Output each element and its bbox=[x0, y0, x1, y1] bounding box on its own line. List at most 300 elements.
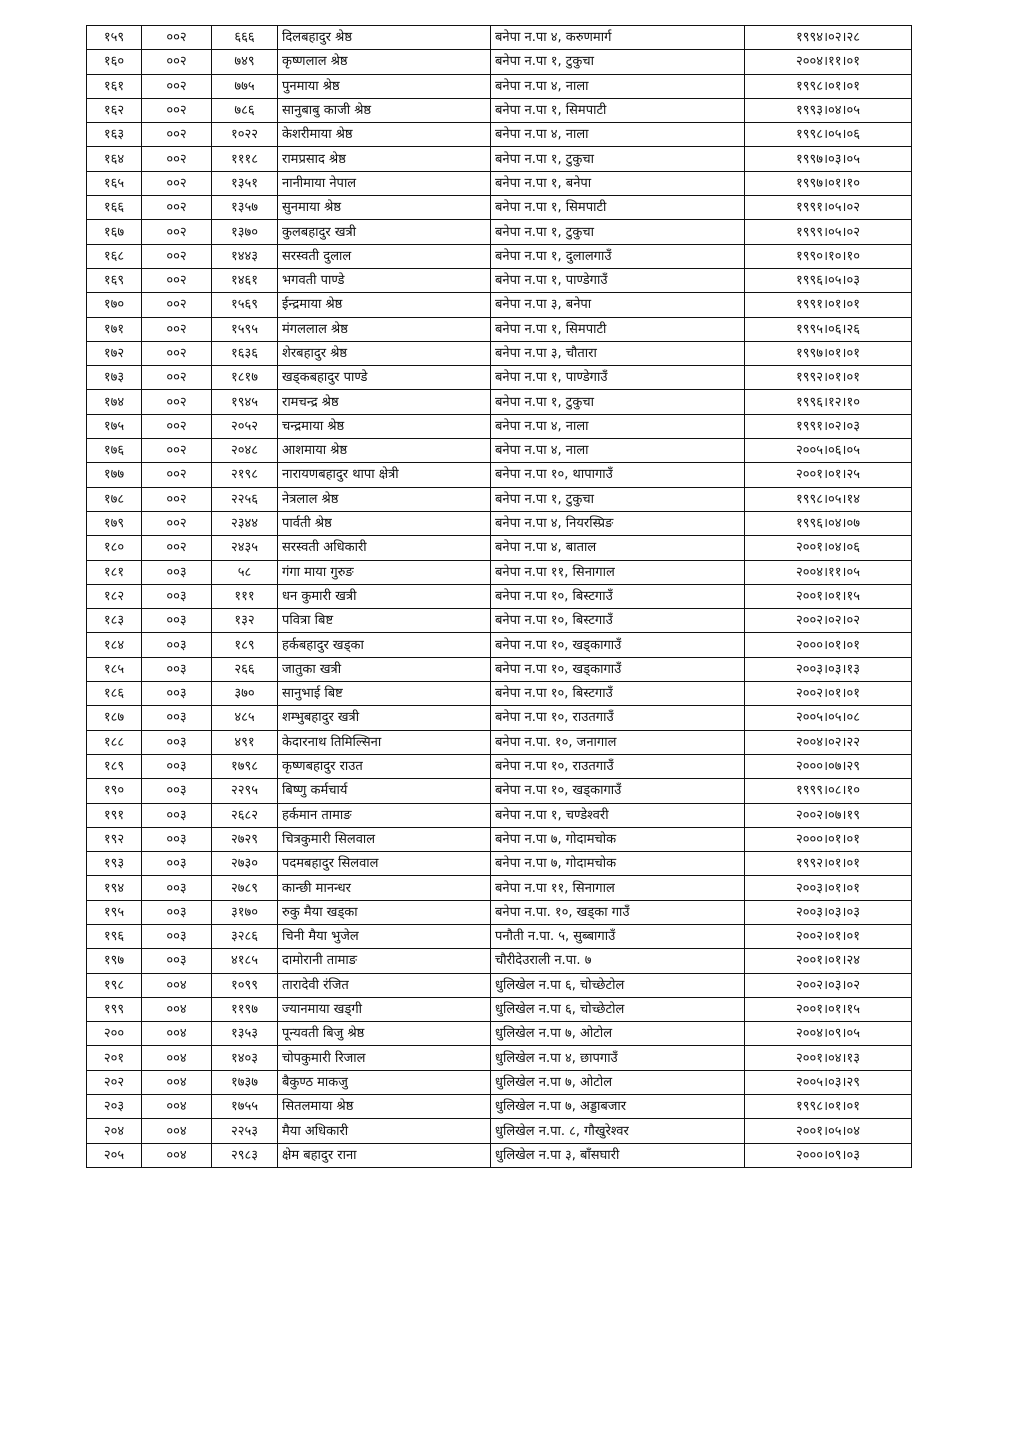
table-row bbox=[87, 98, 912, 122]
serial-cell: १८१ bbox=[87, 560, 142, 584]
serial-cell: २०४ bbox=[87, 1119, 142, 1143]
roster-body bbox=[87, 26, 912, 1168]
name-cell: सरस्वती दुलाल bbox=[278, 244, 491, 268]
code-cell: ००३ bbox=[142, 827, 212, 851]
address-cell: बनेपा न.पा १०, खड्कागाउँ bbox=[491, 779, 745, 803]
table-row bbox=[87, 390, 912, 414]
name-cell: गंगा माया गुरुङ bbox=[278, 560, 491, 584]
name-cell: रुकु मैया खड्का bbox=[278, 900, 491, 924]
name-cell: कृष्णबहादुर राउत bbox=[278, 754, 491, 778]
table-row bbox=[87, 949, 912, 973]
name-cell: खड्कबहादुर पाण्डे bbox=[278, 366, 491, 390]
name-cell: आशमाया श्रेष्ठ bbox=[278, 439, 491, 463]
serial-cell: १९७ bbox=[87, 949, 142, 973]
serial-cell: १८२ bbox=[87, 584, 142, 608]
number-cell: १११८ bbox=[212, 147, 278, 171]
code-cell: ००३ bbox=[142, 633, 212, 657]
date-cell: १९९६।१२।१० bbox=[745, 390, 912, 414]
number-cell: १४०३ bbox=[212, 1046, 278, 1070]
serial-cell: १६० bbox=[87, 50, 142, 74]
number-cell: ७८६ bbox=[212, 98, 278, 122]
name-cell: पुनमाया श्रेष्ठ bbox=[278, 74, 491, 98]
name-cell: केशरीमाया श्रेष्ठ bbox=[278, 123, 491, 147]
serial-cell: २०२ bbox=[87, 1070, 142, 1094]
serial-cell: १९६ bbox=[87, 924, 142, 948]
table-row bbox=[87, 730, 912, 754]
number-cell: १०२२ bbox=[212, 123, 278, 147]
code-cell: ००२ bbox=[142, 244, 212, 268]
code-cell: ००२ bbox=[142, 220, 212, 244]
date-cell: २००४।११।०५ bbox=[745, 560, 912, 584]
serial-cell: १९० bbox=[87, 779, 142, 803]
address-cell: बनेपा न.पा १०, खड्कागाउँ bbox=[491, 657, 745, 681]
address-cell: बनेपा न.पा ११, सिनागाल bbox=[491, 876, 745, 900]
address-cell: बनेपा न.पा ११, सिनागाल bbox=[491, 560, 745, 584]
name-cell: पार्वती श्रेष्ठ bbox=[278, 511, 491, 535]
name-cell: ईन्द्रमाया श्रेष्ठ bbox=[278, 293, 491, 317]
address-cell: बनेपा न.पा ३, बनेपा bbox=[491, 293, 745, 317]
address-cell: चौरीदेउराली न.पा. ७ bbox=[491, 949, 745, 973]
number-cell: २३४४ bbox=[212, 511, 278, 535]
serial-cell: १७९ bbox=[87, 511, 142, 535]
table-row bbox=[87, 900, 912, 924]
code-cell: ००२ bbox=[142, 293, 212, 317]
name-cell: हर्कमान तामाङ bbox=[278, 803, 491, 827]
name-cell: चन्द्रमाया श्रेष्ठ bbox=[278, 414, 491, 438]
name-cell: पून्यवती बिजु श्रेष्ठ bbox=[278, 1022, 491, 1046]
code-cell: ००४ bbox=[142, 1046, 212, 1070]
serial-cell: १७५ bbox=[87, 414, 142, 438]
serial-cell: १८६ bbox=[87, 682, 142, 706]
serial-cell: २०० bbox=[87, 1022, 142, 1046]
name-cell: कान्छी मानन्धर bbox=[278, 876, 491, 900]
name-cell: सितलमाया श्रेष्ठ bbox=[278, 1095, 491, 1119]
table-row bbox=[87, 536, 912, 560]
date-cell: १९९८।०५।१४ bbox=[745, 487, 912, 511]
number-cell: ७७५ bbox=[212, 74, 278, 98]
table-row bbox=[87, 924, 912, 948]
serial-cell: १६४ bbox=[87, 147, 142, 171]
serial-cell: १७२ bbox=[87, 341, 142, 365]
code-cell: ००२ bbox=[142, 268, 212, 292]
date-cell: १९९२।०१।०१ bbox=[745, 852, 912, 876]
date-cell: २००१।०१।१५ bbox=[745, 997, 912, 1021]
name-cell: कुलबहादुर खत्री bbox=[278, 220, 491, 244]
name-cell: रामप्रसाद श्रेष्ठ bbox=[278, 147, 491, 171]
number-cell: ३२८६ bbox=[212, 924, 278, 948]
table-row bbox=[87, 487, 912, 511]
code-cell: ००२ bbox=[142, 196, 212, 220]
name-cell: भगवती पाण्डे bbox=[278, 268, 491, 292]
number-cell: १६३६ bbox=[212, 341, 278, 365]
code-cell: ००२ bbox=[142, 366, 212, 390]
code-cell: ००३ bbox=[142, 706, 212, 730]
serial-cell: १७८ bbox=[87, 487, 142, 511]
name-cell: नेत्रलाल श्रेष्ठ bbox=[278, 487, 491, 511]
serial-cell: १९४ bbox=[87, 876, 142, 900]
number-cell: १३५७ bbox=[212, 196, 278, 220]
number-cell: २१९८ bbox=[212, 463, 278, 487]
table-row bbox=[87, 244, 912, 268]
serial-cell: १९२ bbox=[87, 827, 142, 851]
number-cell: २६८२ bbox=[212, 803, 278, 827]
name-cell: चित्रकुमारी सिलवाल bbox=[278, 827, 491, 851]
number-cell: १७५५ bbox=[212, 1095, 278, 1119]
address-cell: बनेपा न.पा १, चण्डेश्वरी bbox=[491, 803, 745, 827]
date-cell: २००१।०५।०४ bbox=[745, 1119, 912, 1143]
address-cell: बनेपा न.पा. १०, जनागाल bbox=[491, 730, 745, 754]
date-cell: २००१।०४।१३ bbox=[745, 1046, 912, 1070]
number-cell: ५८ bbox=[212, 560, 278, 584]
table-row bbox=[87, 341, 912, 365]
table-row bbox=[87, 827, 912, 851]
serial-cell: १८५ bbox=[87, 657, 142, 681]
serial-cell: १९९ bbox=[87, 997, 142, 1021]
table-row bbox=[87, 74, 912, 98]
date-cell: २००५।०६।०५ bbox=[745, 439, 912, 463]
serial-cell: १८४ bbox=[87, 633, 142, 657]
date-cell: १९९३।०४।०५ bbox=[745, 98, 912, 122]
address-cell: बनेपा न.पा ४, नाला bbox=[491, 439, 745, 463]
address-cell: बनेपा न.पा ३, चौतारा bbox=[491, 341, 745, 365]
address-cell: बनेपा न.पा १, बनेपा bbox=[491, 171, 745, 195]
serial-cell: १७० bbox=[87, 293, 142, 317]
code-cell: ००३ bbox=[142, 876, 212, 900]
code-cell: ००२ bbox=[142, 147, 212, 171]
code-cell: ००२ bbox=[142, 98, 212, 122]
roster-table bbox=[86, 25, 912, 1168]
number-cell: १८१७ bbox=[212, 366, 278, 390]
number-cell: १४४३ bbox=[212, 244, 278, 268]
table-row bbox=[87, 1143, 912, 1167]
table-row bbox=[87, 26, 912, 50]
name-cell: पदमबहादुर सिलवाल bbox=[278, 852, 491, 876]
table-row bbox=[87, 1095, 912, 1119]
code-cell: ००४ bbox=[142, 973, 212, 997]
address-cell: धुलिखेल न.पा ४, छापगाउँ bbox=[491, 1046, 745, 1070]
number-cell: ४१८५ bbox=[212, 949, 278, 973]
serial-cell: १९५ bbox=[87, 900, 142, 924]
number-cell: १११ bbox=[212, 584, 278, 608]
serial-cell: १८३ bbox=[87, 609, 142, 633]
code-cell: ००३ bbox=[142, 949, 212, 973]
date-cell: १९९१।०१।०१ bbox=[745, 293, 912, 317]
date-cell: २००४।०९।०५ bbox=[745, 1022, 912, 1046]
name-cell: ज्यानमाया खड्गी bbox=[278, 997, 491, 1021]
code-cell: ००३ bbox=[142, 584, 212, 608]
number-cell: २२९५ bbox=[212, 779, 278, 803]
name-cell: सुनमाया श्रेष्ठ bbox=[278, 196, 491, 220]
code-cell: ००३ bbox=[142, 657, 212, 681]
number-cell: ११९७ bbox=[212, 997, 278, 1021]
serial-cell: १९३ bbox=[87, 852, 142, 876]
serial-cell: १९१ bbox=[87, 803, 142, 827]
serial-cell: २०५ bbox=[87, 1143, 142, 1167]
code-cell: ००३ bbox=[142, 852, 212, 876]
date-cell: २०००।०१।०१ bbox=[745, 827, 912, 851]
serial-cell: १६५ bbox=[87, 171, 142, 195]
number-cell: १३२ bbox=[212, 609, 278, 633]
code-cell: ००४ bbox=[142, 1095, 212, 1119]
table-row bbox=[87, 1070, 912, 1094]
code-cell: ००२ bbox=[142, 171, 212, 195]
table-row bbox=[87, 196, 912, 220]
number-cell: १३५१ bbox=[212, 171, 278, 195]
serial-cell: १५९ bbox=[87, 26, 142, 50]
number-cell: ४९१ bbox=[212, 730, 278, 754]
name-cell: बैकुण्ठ माकजु bbox=[278, 1070, 491, 1094]
date-cell: १९९४।०२।२८ bbox=[745, 26, 912, 50]
address-cell: बनेपा न.पा १, सिमपाटी bbox=[491, 317, 745, 341]
address-cell: बनेपा न.पा १, दुलालगाउँ bbox=[491, 244, 745, 268]
serial-cell: १६१ bbox=[87, 74, 142, 98]
address-cell: बनेपा न.पा १, टुकुचा bbox=[491, 390, 745, 414]
code-cell: ००४ bbox=[142, 997, 212, 1021]
serial-cell: १६६ bbox=[87, 196, 142, 220]
number-cell: १७३७ bbox=[212, 1070, 278, 1094]
date-cell: १९९०।१०।१० bbox=[745, 244, 912, 268]
table-row bbox=[87, 997, 912, 1021]
serial-cell: १७६ bbox=[87, 439, 142, 463]
date-cell: २००१।०१।२५ bbox=[745, 463, 912, 487]
date-cell: १९९६।०४।०७ bbox=[745, 511, 912, 535]
code-cell: ००२ bbox=[142, 487, 212, 511]
name-cell: रामचन्द्र श्रेष्ठ bbox=[278, 390, 491, 414]
date-cell: १९९७।०१।०१ bbox=[745, 341, 912, 365]
address-cell: बनेपा न.पा १, टुकुचा bbox=[491, 487, 745, 511]
date-cell: २००१।०४।०६ bbox=[745, 536, 912, 560]
date-cell: २००२।०७।१९ bbox=[745, 803, 912, 827]
address-cell: बनेपा न.पा १, पाण्डेगाउँ bbox=[491, 268, 745, 292]
code-cell: ००२ bbox=[142, 74, 212, 98]
table-row bbox=[87, 682, 912, 706]
date-cell: १९९२।०१।०१ bbox=[745, 366, 912, 390]
table-row bbox=[87, 584, 912, 608]
address-cell: धुलिखेल न.पा. ८, गौखुरेश्वर bbox=[491, 1119, 745, 1143]
date-cell: २००३।०३।१३ bbox=[745, 657, 912, 681]
code-cell: ००२ bbox=[142, 439, 212, 463]
name-cell: दिलबहादुर श्रेष्ठ bbox=[278, 26, 491, 50]
serial-cell: १६७ bbox=[87, 220, 142, 244]
name-cell: कृष्णलाल श्रेष्ठ bbox=[278, 50, 491, 74]
address-cell: बनेपा न.पा ७, गोदामचोक bbox=[491, 827, 745, 851]
table-row bbox=[87, 220, 912, 244]
name-cell: नानीमाया नेपाल bbox=[278, 171, 491, 195]
number-cell: ४८५ bbox=[212, 706, 278, 730]
number-cell: २७२९ bbox=[212, 827, 278, 851]
number-cell: ३१७० bbox=[212, 900, 278, 924]
number-cell: २०५२ bbox=[212, 414, 278, 438]
table-row bbox=[87, 876, 912, 900]
number-cell: ६६६ bbox=[212, 26, 278, 50]
address-cell: बनेपा न.पा १, सिमपाटी bbox=[491, 98, 745, 122]
table-row bbox=[87, 171, 912, 195]
serial-cell: १८० bbox=[87, 536, 142, 560]
table-row bbox=[87, 414, 912, 438]
date-cell: २००२।०१।०१ bbox=[745, 682, 912, 706]
name-cell: धन कुमारी खत्री bbox=[278, 584, 491, 608]
number-cell: २७३० bbox=[212, 852, 278, 876]
table-row bbox=[87, 1046, 912, 1070]
address-cell: बनेपा न.पा ४, नाला bbox=[491, 123, 745, 147]
address-cell: धुलिखेल न.पा ६, चोच्छेटोल bbox=[491, 997, 745, 1021]
table-row bbox=[87, 609, 912, 633]
date-cell: २००१।०१।२४ bbox=[745, 949, 912, 973]
address-cell: बनेपा न.पा १, टुकुचा bbox=[491, 147, 745, 171]
code-cell: ००४ bbox=[142, 1119, 212, 1143]
address-cell: धुलिखेल न.पा ७, ओटोल bbox=[491, 1022, 745, 1046]
name-cell: चोपकुमारी रिजाल bbox=[278, 1046, 491, 1070]
address-cell: बनेपा न.पा ४, करुणमार्ग bbox=[491, 26, 745, 50]
name-cell: चिनी मैया भुजेल bbox=[278, 924, 491, 948]
document-page bbox=[86, 25, 911, 1168]
name-cell: तारादेवी रंजित bbox=[278, 973, 491, 997]
code-cell: ००२ bbox=[142, 123, 212, 147]
address-cell: बनेपा न.पा ४, नाला bbox=[491, 74, 745, 98]
name-cell: क्षेम बहादुर राना bbox=[278, 1143, 491, 1167]
serial-cell: १६३ bbox=[87, 123, 142, 147]
address-cell: बनेपा न.पा १०, राउतगाउँ bbox=[491, 754, 745, 778]
serial-cell: १७१ bbox=[87, 317, 142, 341]
address-cell: बनेपा न.पा ७, गोदामचोक bbox=[491, 852, 745, 876]
name-cell: हर्कबहादुर खड्का bbox=[278, 633, 491, 657]
date-cell: २००२।०१।०१ bbox=[745, 924, 912, 948]
number-cell: ७४९ bbox=[212, 50, 278, 74]
name-cell: सानुभाई बिष्ट bbox=[278, 682, 491, 706]
date-cell: २००३।०३।०३ bbox=[745, 900, 912, 924]
date-cell: २००४।११।०१ bbox=[745, 50, 912, 74]
number-cell: २९८३ bbox=[212, 1143, 278, 1167]
code-cell: ००४ bbox=[142, 1143, 212, 1167]
date-cell: १९९५।०६।२६ bbox=[745, 317, 912, 341]
code-cell: ००३ bbox=[142, 924, 212, 948]
code-cell: ००३ bbox=[142, 609, 212, 633]
serial-cell: १८७ bbox=[87, 706, 142, 730]
code-cell: ००२ bbox=[142, 26, 212, 50]
number-cell: १३७० bbox=[212, 220, 278, 244]
number-cell: ३७० bbox=[212, 682, 278, 706]
date-cell: २००३।०१।०१ bbox=[745, 876, 912, 900]
serial-cell: १७४ bbox=[87, 390, 142, 414]
code-cell: ००२ bbox=[142, 536, 212, 560]
date-cell: १९९९।०५।०२ bbox=[745, 220, 912, 244]
address-cell: बनेपा न.पा ४, नाला bbox=[491, 414, 745, 438]
table-row bbox=[87, 754, 912, 778]
address-cell: बनेपा न.पा १०, बिस्टगाउँ bbox=[491, 584, 745, 608]
address-cell: बनेपा न.पा ४, बाताल bbox=[491, 536, 745, 560]
number-cell: १३५३ bbox=[212, 1022, 278, 1046]
date-cell: १९९७।०३।०५ bbox=[745, 147, 912, 171]
name-cell: जातुका खत्री bbox=[278, 657, 491, 681]
date-cell: १९९१।०२।०३ bbox=[745, 414, 912, 438]
serial-cell: २०३ bbox=[87, 1095, 142, 1119]
code-cell: ००३ bbox=[142, 754, 212, 778]
number-cell: १०९९ bbox=[212, 973, 278, 997]
address-cell: बनेपा न.पा ४, नियरस्प्रिङ bbox=[491, 511, 745, 535]
address-cell: बनेपा न.पा १, टुकुचा bbox=[491, 50, 745, 74]
date-cell: २०००।०१।०१ bbox=[745, 633, 912, 657]
serial-cell: १६९ bbox=[87, 268, 142, 292]
table-row bbox=[87, 123, 912, 147]
table-row bbox=[87, 268, 912, 292]
code-cell: ००४ bbox=[142, 1022, 212, 1046]
date-cell: १९९७।०१।१० bbox=[745, 171, 912, 195]
date-cell: २००२।०२।०२ bbox=[745, 609, 912, 633]
table-row bbox=[87, 293, 912, 317]
date-cell: १९९८।०५।०६ bbox=[745, 123, 912, 147]
code-cell: ००२ bbox=[142, 50, 212, 74]
name-cell: केदारनाथ तिमिल्सिना bbox=[278, 730, 491, 754]
code-cell: ००३ bbox=[142, 730, 212, 754]
name-cell: पवित्रा बिष्ट bbox=[278, 609, 491, 633]
serial-cell: १९८ bbox=[87, 973, 142, 997]
code-cell: ००२ bbox=[142, 414, 212, 438]
date-cell: २००५।०५।०८ bbox=[745, 706, 912, 730]
table-row bbox=[87, 511, 912, 535]
name-cell: मंगललाल श्रेष्ठ bbox=[278, 317, 491, 341]
date-cell: २०००।०७।२९ bbox=[745, 754, 912, 778]
table-row bbox=[87, 1119, 912, 1143]
code-cell: ००२ bbox=[142, 511, 212, 535]
number-cell: १८९ bbox=[212, 633, 278, 657]
name-cell: शम्भुबहादुर खत्री bbox=[278, 706, 491, 730]
name-cell: शेरबहादुर श्रेष्ठ bbox=[278, 341, 491, 365]
serial-cell: २०१ bbox=[87, 1046, 142, 1070]
table-row bbox=[87, 803, 912, 827]
address-cell: धुलिखेल न.पा ७, अड्डाबजार bbox=[491, 1095, 745, 1119]
date-cell: १९९८।०१।०१ bbox=[745, 74, 912, 98]
address-cell: धुलिखेल न.पा ३, बाँसघारी bbox=[491, 1143, 745, 1167]
table-row bbox=[87, 366, 912, 390]
table-row bbox=[87, 973, 912, 997]
address-cell: बनेपा न.पा. १०, खड्का गाउँ bbox=[491, 900, 745, 924]
code-cell: ००२ bbox=[142, 390, 212, 414]
number-cell: १४६१ bbox=[212, 268, 278, 292]
serial-cell: १७३ bbox=[87, 366, 142, 390]
name-cell: नारायणबहादुर थापा क्षेत्री bbox=[278, 463, 491, 487]
name-cell: मैया अधिकारी bbox=[278, 1119, 491, 1143]
serial-cell: १८८ bbox=[87, 730, 142, 754]
date-cell: २००४।०२।२२ bbox=[745, 730, 912, 754]
serial-cell: १६८ bbox=[87, 244, 142, 268]
address-cell: धुलिखेल न.पा ६, चोच्छेटोल bbox=[491, 973, 745, 997]
code-cell: ००३ bbox=[142, 779, 212, 803]
table-row bbox=[87, 633, 912, 657]
address-cell: बनेपा न.पा १०, खड्कागाउँ bbox=[491, 633, 745, 657]
date-cell: १९९८।०१।०१ bbox=[745, 1095, 912, 1119]
table-row bbox=[87, 779, 912, 803]
address-cell: धुलिखेल न.पा ७, ओटोल bbox=[491, 1070, 745, 1094]
address-cell: बनेपा न.पा १०, राउतगाउँ bbox=[491, 706, 745, 730]
serial-cell: १६२ bbox=[87, 98, 142, 122]
table-row bbox=[87, 560, 912, 584]
address-cell: बनेपा न.पा १, पाण्डेगाउँ bbox=[491, 366, 745, 390]
number-cell: २०४८ bbox=[212, 439, 278, 463]
number-cell: १९४५ bbox=[212, 390, 278, 414]
serial-cell: १७७ bbox=[87, 463, 142, 487]
serial-cell: १८९ bbox=[87, 754, 142, 778]
number-cell: १५६९ bbox=[212, 293, 278, 317]
date-cell: २००१।०१।१५ bbox=[745, 584, 912, 608]
number-cell: १७९८ bbox=[212, 754, 278, 778]
code-cell: ००२ bbox=[142, 463, 212, 487]
address-cell: बनेपा न.पा १, सिमपाटी bbox=[491, 196, 745, 220]
number-cell: २२५६ bbox=[212, 487, 278, 511]
code-cell: ००३ bbox=[142, 560, 212, 584]
date-cell: २००५।०३।२९ bbox=[745, 1070, 912, 1094]
name-cell: सानुबाबु काजी श्रेष्ठ bbox=[278, 98, 491, 122]
address-cell: बनेपा न.पा १०, बिस्टगाउँ bbox=[491, 609, 745, 633]
